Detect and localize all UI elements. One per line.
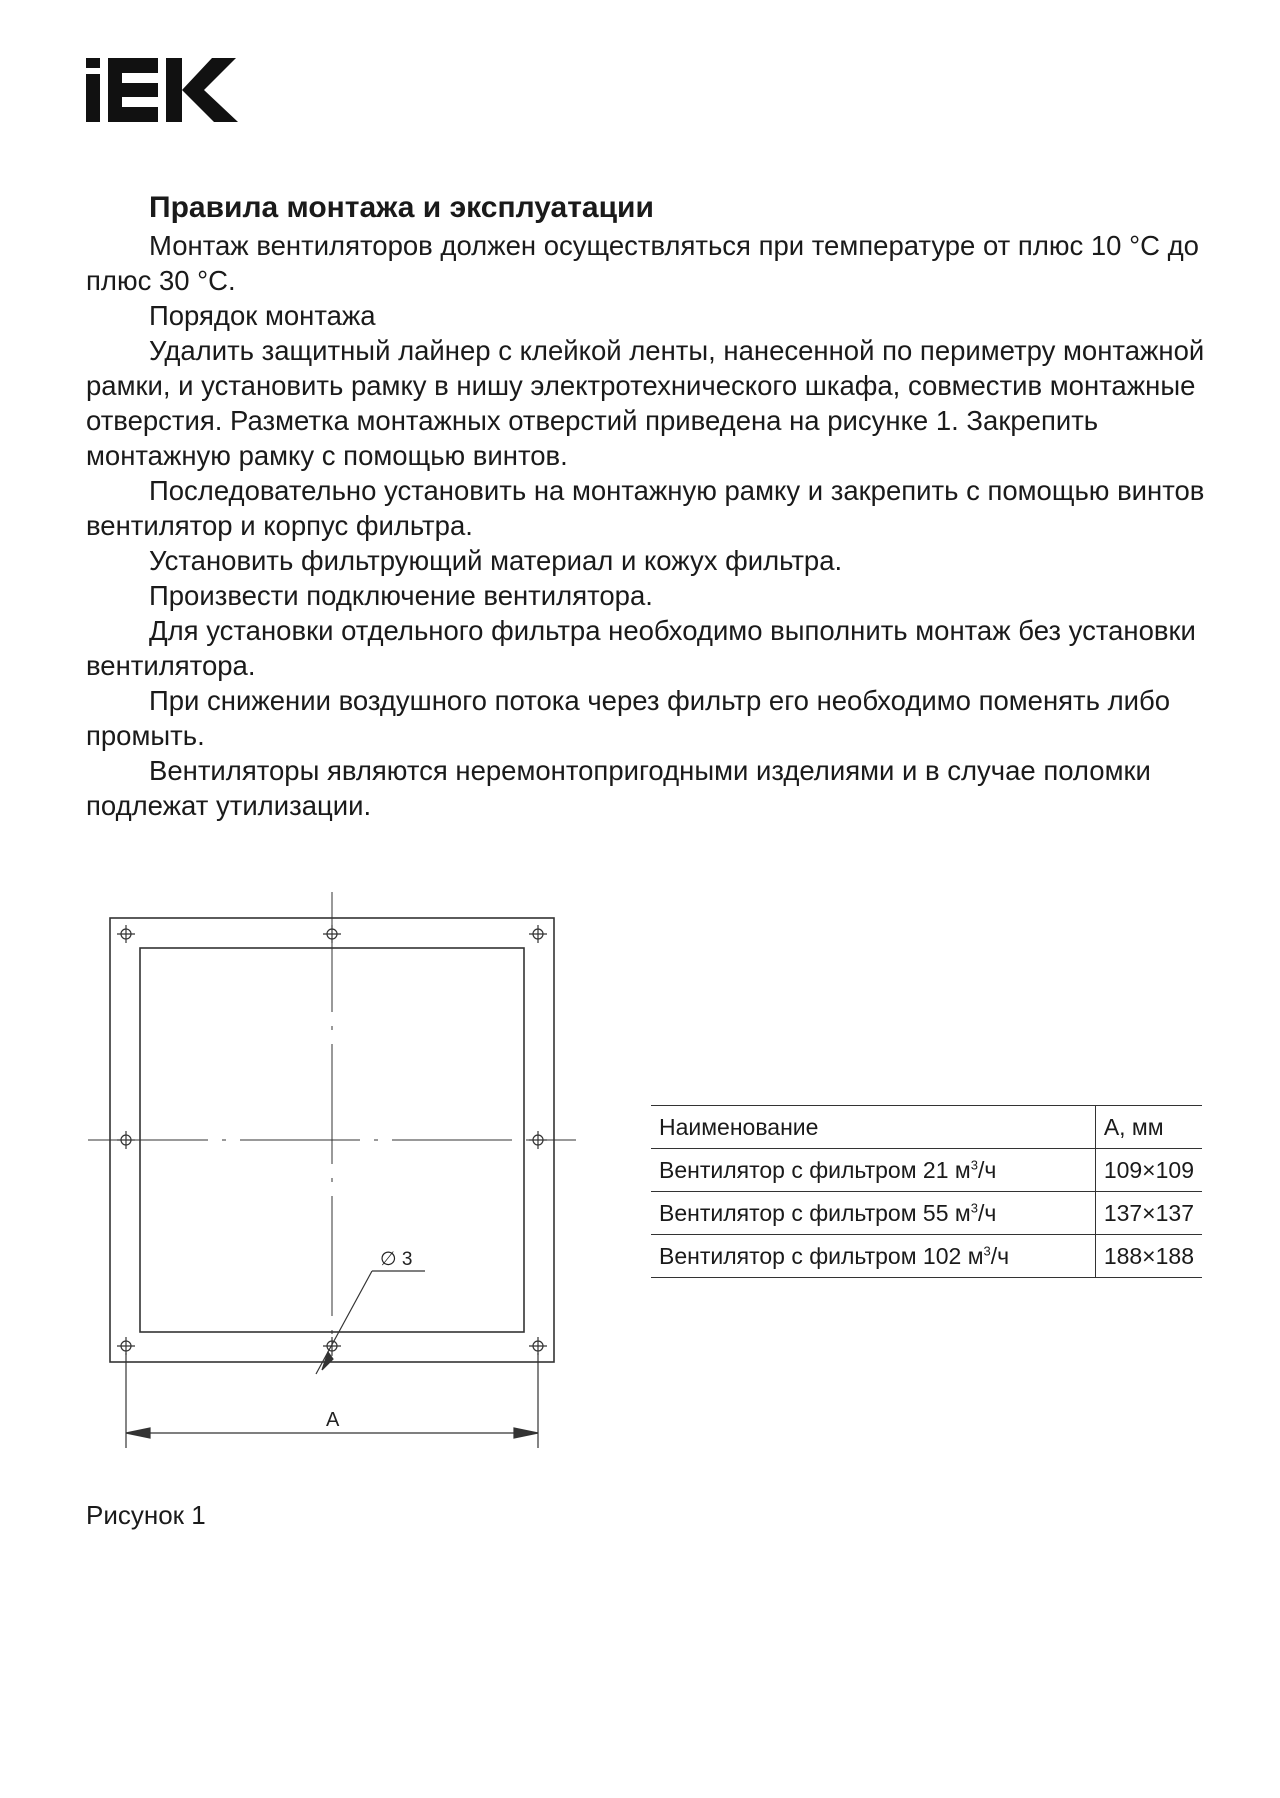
mounting-hole: [117, 925, 135, 943]
table-row: [651, 1149, 1202, 1192]
dimension-a-label: А: [326, 1409, 340, 1431]
column-header-name: Наименование: [651, 1106, 1095, 1149]
paragraph: Для установки отдельного фильтра необходимо выполнить монтаж без установки вентилятора.: [86, 615, 1196, 681]
instructions-section: [86, 190, 1206, 823]
paragraph: Порядок монтажа: [149, 300, 376, 331]
table-header-row: [651, 1106, 1202, 1149]
hole-diameter-label: ∅ 3: [380, 1249, 413, 1270]
paragraph: При снижении воздушного потока через фильтр его необходимо поменять либо промыть.: [86, 685, 1171, 751]
mounting-hole: [529, 1337, 547, 1355]
paragraph: Удалить защитный лайнер с клейкой ленты, нанесенной по периметру монтажной рамки, и установить рамку в нишу электротехнического шкафа, совместив монтажные отверстия. Разметка монтажных отверстий приведена на рисунке 1. Закрепить монтажную рамку с помощью винтов.: [86, 335, 1205, 471]
column-header-size: А, мм: [1095, 1106, 1202, 1149]
paragraph: Вентиляторы являются неремонтопригодными изделиями и в случае поломки подлежат утилизации.: [86, 755, 1151, 821]
mounting-hole: [117, 1131, 135, 1149]
table-row: [651, 1235, 1202, 1278]
fan-name: Вентилятор с фильтром 21 $м^3/ч$: [651, 1149, 1095, 1192]
mounting-hole: [323, 1337, 341, 1355]
figure-caption: Рисунок 1: [86, 1500, 206, 1530]
page-title: Правила монтажа и эксплуатации: [149, 191, 654, 224]
paragraph: Произвести подключение вентилятора.: [149, 580, 653, 611]
fan-size: 188×188: [1095, 1235, 1202, 1278]
fan-name: Вентилятор с фильтром 102 $м^3/ч$: [651, 1235, 1095, 1278]
mounting-drawing: [80, 888, 600, 1458]
mounting-hole: [323, 925, 341, 943]
fan-size-table: [651, 1105, 1202, 1278]
mounting-hole: [529, 925, 547, 943]
fan-size: 137×137: [1095, 1192, 1202, 1235]
fan-size: 109×109: [1095, 1149, 1202, 1192]
mounting-hole: [117, 1337, 135, 1355]
paragraph: Последовательно установить на монтажную рамку и закрепить с помощью винтов вентилятор и корпус фильтра.: [86, 475, 1205, 541]
paragraph: Монтаж вентиляторов должен осуществляться при температуре от плюс 10 °С до плюс 30 °С.: [86, 230, 1199, 296]
paragraph: Установить фильтрующий материал и кожух фильтра.: [149, 545, 843, 576]
dimension-a: [126, 1353, 538, 1448]
iek-logo: [86, 58, 238, 122]
table-row: [651, 1192, 1202, 1235]
fan-name: Вентилятор с фильтром 55 $м^3/ч$: [651, 1192, 1095, 1235]
mounting-hole: [529, 1131, 547, 1149]
